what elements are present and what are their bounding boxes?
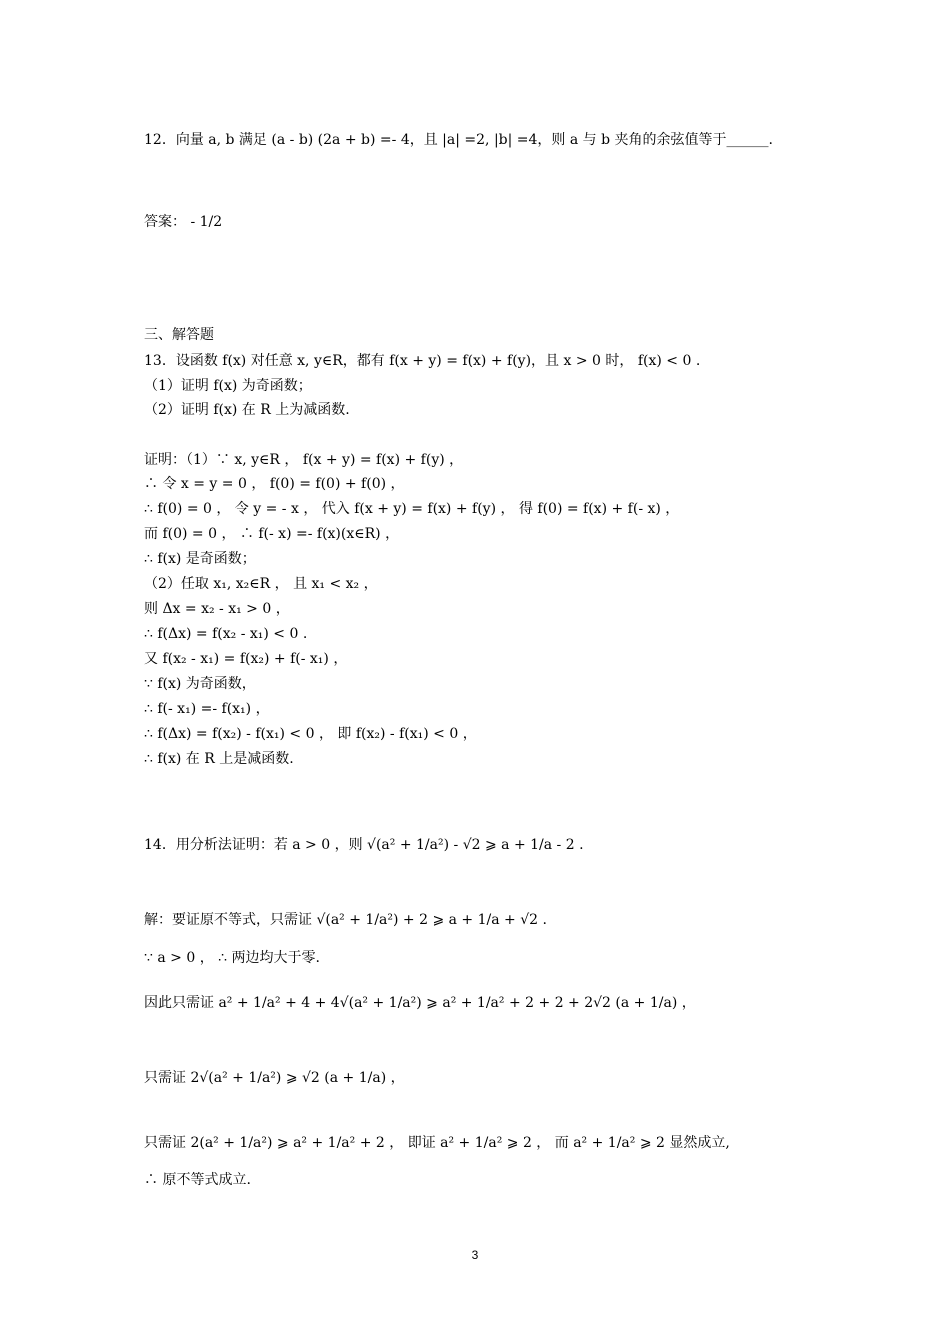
q13-proof-line: （2）任取 x₁, x₂∈R ， 且 x₁ < x₂ ， bbox=[144, 576, 378, 592]
q13-stem: 13．设函数 f(x) 对任意 x, y∈R，都有 f(x + y) = f(x) + f(y)，且 x > 0 时， f(x) < 0 . bbox=[144, 353, 701, 369]
q13-proof-line: ∴ f(- x₁) =- f(x₁) ， bbox=[144, 701, 270, 717]
q13-proof-line: ∵ f(x) 为奇函数， bbox=[144, 676, 256, 692]
section-heading: 三、解答题 bbox=[144, 327, 214, 343]
q13-proof-line: 而 f(0) = 0 ， ∴ f(- x) =- f(x)(x∈R) ， bbox=[144, 526, 400, 542]
q13-proof-line: 证明：（1）∵ x, y∈R ， f(x + y) = f(x) + f(y) ， bbox=[144, 452, 464, 468]
q12-answer: 答案： - 1/2 bbox=[144, 214, 223, 230]
page-number: 3 bbox=[471, 1248, 479, 1262]
q14-solution-line: 因此只需证 a² + 1/a² + 4 + 4√(a² + 1/a²) ⩾ a² + 1/a² + 2 + 2 + 2√2 (a + 1/a) ， bbox=[144, 995, 696, 1011]
q14-solution-line: 解：要证原不等式，只需证 √(a² + 1/a²) + 2 ⩾ a + 1/a + √2 . bbox=[144, 912, 547, 928]
q14-solution-line: ∴ 原不等式成立. bbox=[144, 1172, 251, 1188]
q13-proof-line: 又 f(x₂ - x₁) = f(x₂) + f(- x₁) ， bbox=[144, 651, 348, 667]
q14-stem: 14．用分析法证明：若 a > 0 ，则 √(a² + 1/a²) - √2 ⩾ a + 1/a - 2 . bbox=[144, 837, 584, 853]
q13-proof-line: 则 Δx = x₂ - x₁ > 0 ， bbox=[144, 601, 290, 617]
q13-proof-line: ∴ f(0) = 0 ， 令 y = - x ， 代入 f(x + y) = f(x) + f(y) ， 得 f(0) = f(x) + f(- x) ， bbox=[144, 501, 680, 517]
q14-solution-line: ∵ a > 0 ， ∴ 两边均大于零. bbox=[144, 950, 320, 966]
q13-part2: （2）证明 f(x) 在 R 上为减函数. bbox=[144, 402, 350, 418]
q13-proof-line: ∴ 令 x = y = 0 ， f(0) = f(0) + f(0) ， bbox=[144, 476, 405, 492]
q13-proof-line: ∴ f(Δx) = f(x₂ - x₁) < 0 . bbox=[144, 626, 308, 642]
q13-part1: （1）证明 f(x) 为奇函数； bbox=[144, 378, 312, 394]
q14-solution-line: 只需证 2(a² + 1/a²) ⩾ a² + 1/a² + 2 ， 即证 a² + 1/a² ⩾ 2 ， 而 a² + 1/a² ⩾ 2 显然成立, bbox=[144, 1135, 730, 1151]
q12-stem: 12．向量 a, b 满足 (a - b) (2a + b) =- 4，且 |a| =2, |b| =4，则 a 与 b 夹角的余弦值等于______. bbox=[144, 132, 773, 148]
q14-solution-line: 只需证 2√(a² + 1/a²) ⩾ √2 (a + 1/a) ， bbox=[144, 1070, 405, 1086]
q13-proof-line: ∴ f(Δx) = f(x₂) - f(x₁) < 0 ， 即 f(x₂) - f(x₁) < 0 ， bbox=[144, 726, 477, 742]
q13-proof-line: ∴ f(x) 在 R 上是减函数. bbox=[144, 751, 294, 767]
q13-proof-line: ∴ f(x) 是奇函数； bbox=[144, 551, 256, 567]
